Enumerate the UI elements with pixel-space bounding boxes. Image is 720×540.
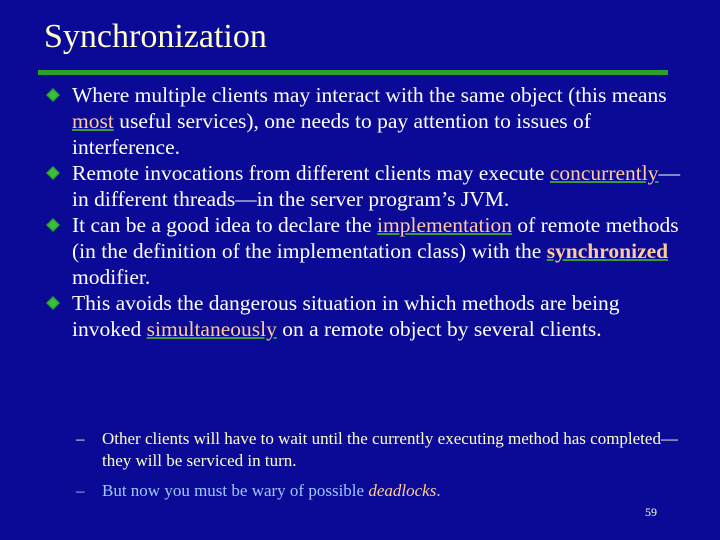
bullet-list bbox=[46, 82, 686, 342]
bullet-text: Where multiple clients may interact with the same object (this means most useful services), one needs to pay attention to issues of interference. bbox=[72, 83, 667, 159]
page-number: 59 bbox=[645, 505, 657, 519]
bullet-item bbox=[46, 212, 686, 290]
title-divider bbox=[38, 70, 668, 75]
bullet-text: This avoids the dangerous situation in which methods are being invoked simultaneously on a remote object by several clients. bbox=[72, 291, 620, 341]
bullet-text: Remote invocations from different clients may execute concurrently—in different threads—in the server program’s JVM. bbox=[72, 161, 680, 211]
sub-bullet-text: But now you must be wary of possible deadlocks. bbox=[102, 481, 441, 500]
sub-bullet-text: Other clients will have to wait until the currently executing method has completed—they will be serviced in turn. bbox=[102, 429, 678, 470]
diamond-bullet-icon bbox=[46, 296, 60, 310]
slide-title: Synchronization bbox=[44, 18, 267, 55]
sub-bullet-list bbox=[76, 428, 686, 502]
bullet-item bbox=[46, 82, 686, 160]
bullet-text: It can be a good idea to declare the implementation of remote methods (in the definition of the implementation class) with the synchronized modifier. bbox=[72, 213, 679, 289]
sub-bullet-item bbox=[76, 428, 686, 472]
bullet-item bbox=[46, 290, 686, 342]
diamond-bullet-icon bbox=[46, 218, 60, 232]
diamond-bullet-icon bbox=[46, 166, 60, 180]
sub-bullet-item bbox=[76, 480, 686, 502]
diamond-bullet-icon bbox=[46, 88, 60, 102]
dash-bullet: – bbox=[76, 481, 85, 500]
bullet-item bbox=[46, 160, 686, 212]
dash-bullet: – bbox=[76, 429, 85, 448]
